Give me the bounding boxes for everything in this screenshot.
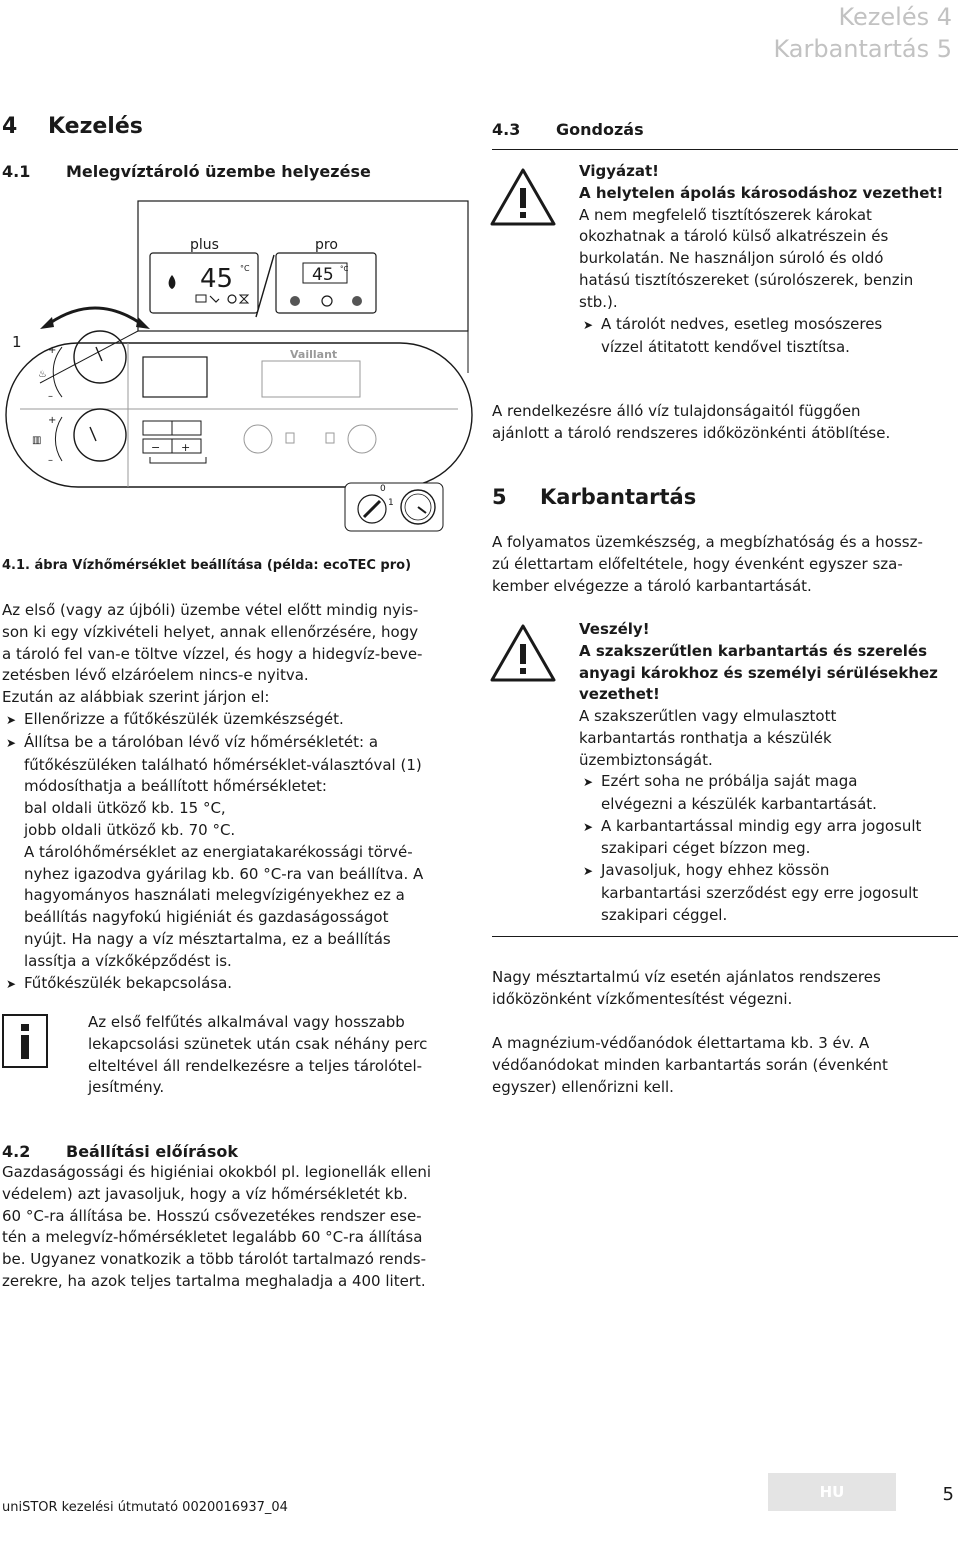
step-check-boiler: ➤ Ellenőrizze a fűtőkészülék üzemkészségét. <box>24 709 423 732</box>
gray-knob-left <box>244 425 272 453</box>
section-5-title: Karbantartás <box>540 485 697 509</box>
boiler-control-panel-figure <box>0 195 475 540</box>
info-icon <box>2 1014 48 1068</box>
svg-text:1: 1 <box>388 498 394 508</box>
switch-gauge-housing <box>345 483 443 531</box>
section-41-number: 4.1 <box>2 162 31 181</box>
figure-caption: 4.1. ábra Vízhőmérséklet beállítása (példa: ecoTEC pro) <box>2 558 412 573</box>
rotation-arrow <box>50 308 140 323</box>
gray-knob-right <box>348 425 376 453</box>
section-42-title: Beállítási előírások <box>66 1142 238 1161</box>
section-4-number: 4 <box>2 114 18 139</box>
svg-text:▥: ▥ <box>32 435 42 446</box>
svg-text:°C: °C <box>340 265 349 273</box>
intro-paragraph: Az első (vagy az újbóli) üzembe vétel előtt mindig nyis- son ki egy vízkivételi helyet, annak ellenőrzésére, hogy a tároló fel van-e töltve vízzel, és hogy a hidegvíz-beve- zetésben lévő elzáróelem nincs-e nyitva. Ezután az alábbiak szerint járjon el: <box>2 600 422 709</box>
svg-text:0: 0 <box>380 484 386 494</box>
label-pro: pro <box>315 237 338 253</box>
label-plus: plus <box>190 237 219 253</box>
anode-paragraph: A magnézium-védőanódok élettartama kb. 3 év. A védőanódokat minden karbantartás során (évenként egyszer) ellenőrizni kell. <box>492 1034 888 1096</box>
pro-display-value: 45 <box>312 265 334 285</box>
svg-text:+: + <box>48 415 57 426</box>
svg-text:−: − <box>151 441 161 454</box>
step-set-temperature: ➤ Állítsa be a tárolóban lévő víz hőmérsékletét: a <box>24 732 423 755</box>
main-display-window <box>262 361 360 397</box>
danger-actions: ➤ Ezért soha ne próbálja saját maga elvégezni a készülék karbantartását. ➤ A karbantartással mindig egy arra jogosult szakipari céget bízzon meg. ➤ Javasoljuk, hogy ehhez kössön karbantartási szerződést egy erre jogosult szakipari céggel. <box>583 771 921 927</box>
language-tab: HU <box>768 1473 896 1511</box>
procedure-list: ➤ Ellenőrizze a fűtőkészülék üzemkészségét. ➤ Állítsa be a tárolóban lévő víz hőmérsékletét: a fűtőkészüléken található hőmérséklet-választóval (1) módosíthatja a beállított hőmérsékletet: bal oldali ütköző kb. 15 °C, jobb oldali ütköző kb. 70 °C. A tárolóhőmérséklet az energiatakarékossági törvé- nyhez igazodva gyárilag kb. 60 °C-ra van beállítva. A hagyományos használati melegvízigényekhez ez a beállítás nagyfokú higiéniát és gazdaságosságot nyújt. Ha nagy a víz mésztartalma, ez a beállítás lassítja a vízkőképződést is. ➤ Fűtőkészülék bekapcsolása. <box>6 709 423 995</box>
section-42-number: 4.2 <box>2 1142 31 1161</box>
procedure-intro: Ezután az alábbiak szerint járjon el: <box>2 688 270 707</box>
danger-rule <box>492 936 958 937</box>
svg-text:+: + <box>48 345 57 356</box>
panel-outline <box>6 343 472 487</box>
brand-logo: Vaillant <box>290 348 338 361</box>
header-chapter-4: Kezelés 4 <box>838 3 952 31</box>
led-left <box>290 296 300 306</box>
svg-text:°C: °C <box>240 264 250 273</box>
descaling-paragraph: Nagy mésztartalmú víz esetén ajánlatos rendszeres időközönként vízkőmentesítést végezni. <box>492 968 881 1008</box>
section-4-title: Kezelés <box>48 114 143 139</box>
section-5-number: 5 <box>492 485 507 509</box>
svg-text:♨: ♨ <box>38 369 47 380</box>
info-note: Az első felfűtés alkalmával vagy hosszabb lekapcsolási szünetek után csak néhány perc elteltével áll rendelkezésre a teljes tárolótel- jesítmény. <box>88 1013 428 1097</box>
caution-action: ➤ A tárolót nedves, esetleg mosószeres vízzel átitatott kendővel tisztítsa. <box>583 314 882 359</box>
svg-text:–: – <box>48 455 53 466</box>
heating-temperature-knob <box>74 409 126 461</box>
plus-display-value: 45 <box>200 264 234 294</box>
caution-title: Vigyázat! <box>579 162 659 180</box>
maintenance-intro: A folyamatos üzemkészség, a megbízhatóság és a hossz- zú élettartam előfeltétele, hogy évenként egyszer sza- kember elvégezze a tároló karbantartását. <box>492 533 923 595</box>
footer-document-id: uniSTOR kezelési útmutató 0020016937_04 <box>2 1500 288 1515</box>
caution-headline: A helytelen ápolás károsodáshoz vezethet! <box>579 183 944 202</box>
page-number: 5 <box>942 1484 954 1505</box>
settings-paragraph: Gazdaságossági és higiéniai okokból pl. legionellák elleni védelem) azt javasoljuk, hogy a víz hőmérsékletét kb. 60 °C-ra állítása be. Hosszú csővezetékes rendszer ese- tén a melegvíz-hőmérsékletet legalább 60 °C-ra állítása be. Ugyanez vonatkozik a több tárolót tartalmazó rends- zerekre, ha azok teljes tartalma meghaladja a 400 litert. <box>2 1163 432 1290</box>
danger-box: Veszély! A szakszerűtlen karbantartás és szerelés anyagi károkhoz és személyi sérülésekhez vezethet! A szakszerűtlen vagy elmulasztott karbantartás ronthatja a készülék üzembiztonságát. <box>579 620 938 769</box>
small-display-window <box>143 357 207 397</box>
callout-1: 1 <box>12 333 22 351</box>
danger-title: Veszély! <box>579 620 650 638</box>
warning-triangle-icon <box>490 624 556 682</box>
svg-text:+: + <box>181 441 191 454</box>
flushing-paragraph: A rendelkezésre álló víz tulajdonságaitól függően ajánlott a tároló rendszeres időközönkénti átöblítése. <box>492 402 891 442</box>
led-right <box>352 296 362 306</box>
warning-triangle-icon <box>490 168 556 226</box>
svg-text:–: – <box>48 391 53 402</box>
header-chapter-5: Karbantartás 5 <box>773 35 952 63</box>
section-43-title: Gondozás <box>556 120 644 139</box>
section-41-title: Melegvíztároló üzembe helyezése <box>66 162 371 181</box>
caution-box: Vigyázat! A helytelen ápolás károsodáshoz vezethet! A nem megfelelő tisztítószerek károkat okozhatnak a tároló külső alkatrészein és burkolatán. Ne használjon súroló és oldó hatású tisztítószereket (súrolószerek, benzin stb.). <box>579 162 944 311</box>
step-switch-on: ➤ Fűtőkészülék bekapcsolása. <box>24 973 423 996</box>
section-43-rule <box>492 149 958 150</box>
section-43-number: 4.3 <box>492 120 521 139</box>
